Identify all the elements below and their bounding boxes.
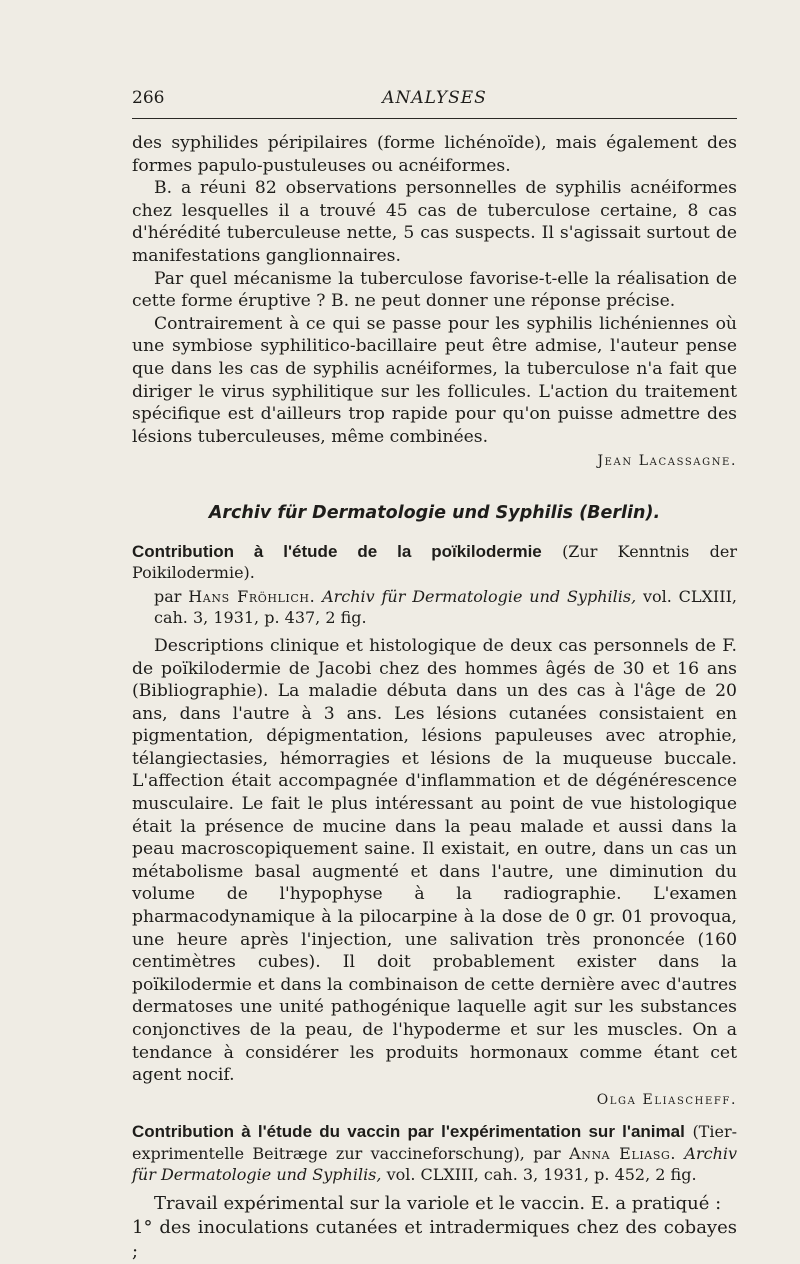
article-vaccin xyxy=(132,1121,737,1264)
journal-heading: Archiv für Dermatologie und Syphilis (Berlin). xyxy=(208,502,661,523)
article-body-line: 1° des inoculations cutanées et intradermiques chez des cobayes ; xyxy=(132,1216,737,1262)
byline-prefix: par xyxy=(154,586,182,606)
entry-title xyxy=(132,1121,737,1186)
byline-prefix: par xyxy=(533,1143,561,1163)
title-translation: (Zur Kenntnis der Poikilodermie). xyxy=(132,541,737,583)
article-title: Contribution à l'étude de la poïkilodermie xyxy=(132,541,542,561)
paragraph: B. a réuni 82 observations personnelles de syphilis acnéiformes chez lesquelles il a trouvé 45 cas de tuberculose certaine, 8 cas d'hérédité tuberculeuse nette, 5 cas suspects. Il s'agissait surtout de manifestations ganglionnaires. xyxy=(132,178,737,266)
entry-citation xyxy=(132,586,737,629)
paragraph: Contrairement à ce qui se passe pour les syphilis lichéniennes où une symbiose syphilitico-bacillaire peut être admise, l'auteur pense que dans les cas de syphilis acnéiformes, la tuberculose n'a fait que diriger le virus syphilitique sur les follicules. L'action du traitement spécifique est d'ailleurs trop rapide pour qu'on puisse admettre des lésions tuberculeuses, même combinées. xyxy=(132,313,737,447)
article-body-line: Travail expérimental sur la variole et le vaccin. E. a pratiqué : xyxy=(154,1192,722,1214)
title-translation: (Tier-exprimentelle Beitræge zur vaccineforschung), xyxy=(132,1122,737,1163)
header-rule xyxy=(132,118,737,119)
author-signature: Olga Eliascheff. xyxy=(596,1091,737,1108)
source-journal: Archiv für Dermatologie und Syphilis, xyxy=(322,586,637,606)
article-poikilodermie xyxy=(132,541,737,1111)
author-signature: Jean Lacassagne. xyxy=(597,453,737,470)
source-journal: Archiv für Dermatologie und Syphilis, xyxy=(132,1143,738,1185)
citation-details: vol. CLXIII, cah. 3, 1931, p. 452, 2 fig. xyxy=(386,1165,697,1185)
page-body xyxy=(132,132,737,1264)
page-header xyxy=(132,88,737,112)
article-author: Hans Fröhlich. xyxy=(188,586,316,606)
article-title: Contribution à l'étude du vaccin par l'expérimentation sur l'animal xyxy=(132,1122,685,1142)
citation-details: vol. CLXIII, cah. 3, 1931, p. 437, 2 fig. xyxy=(154,586,737,628)
page-number: 266 xyxy=(132,88,165,108)
entry-title xyxy=(132,541,737,584)
running-head: ANALYSES xyxy=(382,88,487,108)
first-article xyxy=(132,132,737,473)
article-body: Descriptions clinique et histologique de deux cas personnels de F. de poïkilodermie de Jacobi chez des hommes âgés de 30 et 16 ans (Bibliographie). La maladie débuta dans un des cas à l'âge de 20 ans, dans l'autre à 3 ans. Les lésions cutanées consistaient en pigmentation, dépigmentation, lésions papuleuses avec atrophie, télangiectasies, hémorragies et lésions de la muqueuse buccale. L'affection était accompagnée d'inflammation et de dégénérescence musculaire. Le fait le plus intéressant au point de vue histologique était la présence de mucine dans la peau malade et aussi dans la peau macroscopiquement saine. Il existait, en outre, dans un cas un métabolisme basal augmenté et dans l'autre, une diminution du volume de l'hypophyse à la radiographie. L'examen pharmacodynamique à la pilocarpine à la dose de 0 gr. 01 provoqua, une heure après l'injection, une salivation très prononcée (160 centimètres cubes). Il doit probablement exister dans la poïkilodermie et dans la combinaison de cette dernière avec d'autres dermatoses une unité pathogénique laquelle agit sur les substances conjonctives de la peau, de l'hypoderme et sur les muscles. On a tendance à considérer les produits hormonaux comme étant cet agent nocif. xyxy=(132,635,737,1086)
paragraph: des syphilides péripilaires (forme lichénoïde), mais également des formes papulo-pustuleuses ou acnéiformes. xyxy=(132,133,737,176)
article-author: Anna Eliasg. xyxy=(569,1143,677,1163)
paragraph: Par quel mécanisme la tuberculose favorise-t-elle la réalisation de cette forme éruptive ? B. ne peut donner une réponse précise. xyxy=(132,268,737,312)
